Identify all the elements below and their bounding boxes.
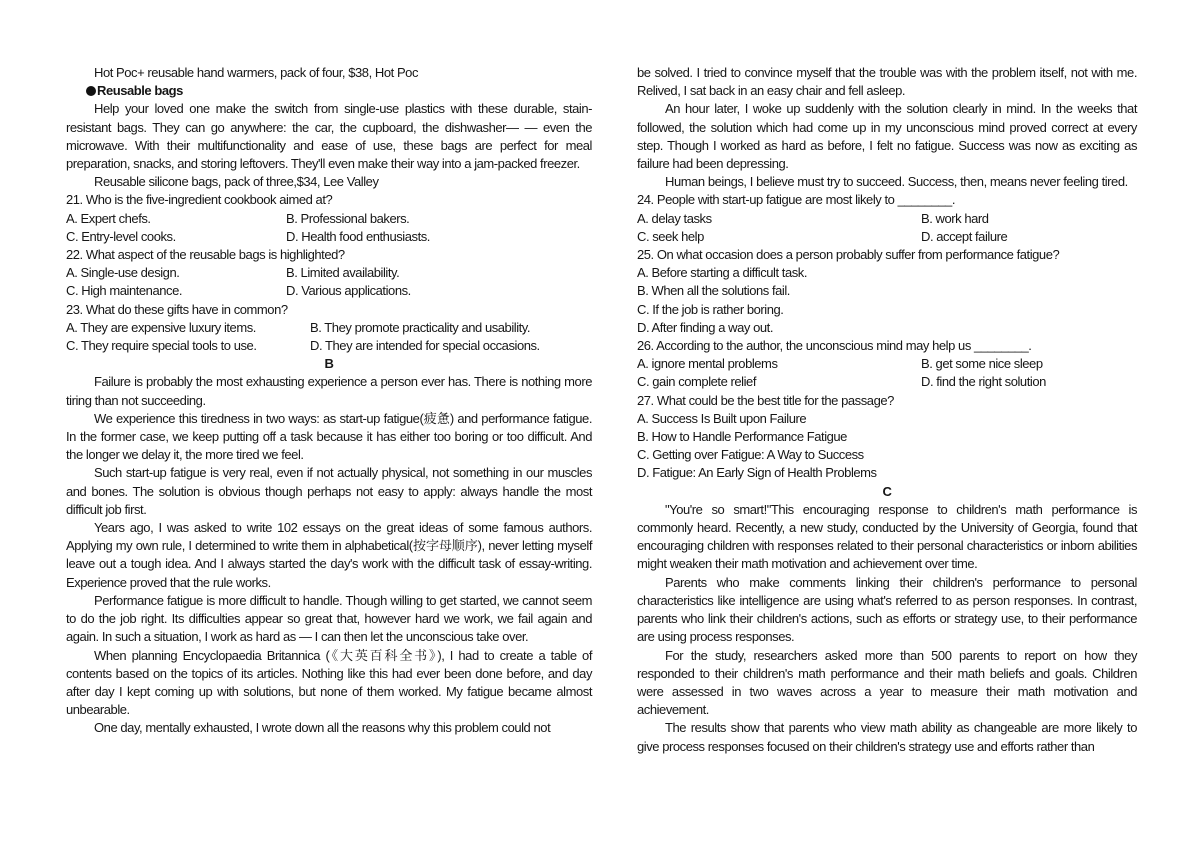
question-26: 26. According to the author, the unconscious mind may help us ________. — [637, 338, 1032, 354]
option-b: B. work hard — [921, 210, 989, 226]
option-d: D. accept failure — [921, 228, 1008, 244]
question-24-options-row-2 — [637, 228, 1137, 246]
option-b: B. get some nice sleep — [921, 356, 1043, 372]
option-a: A. ignore mental problems — [637, 356, 778, 372]
question-23: 23. What do these gifts have in common? — [66, 301, 288, 317]
question-25: 25. On what occasion does a person probably suffer from performance fatigue? — [637, 247, 1060, 263]
question-22: 22. What aspect of the reusable bags is highlighted? — [66, 247, 345, 263]
option-a: A. Before starting a difficult task. — [637, 265, 807, 281]
option-b: B. When all the solutions fail. — [637, 283, 790, 299]
passage-b-paragraph-continued: be solved. I tried to convince myself that the trouble was with the problem itself, not with me. Relived, I sat back in an easy chair and fell asleep. — [637, 65, 1137, 99]
option-d: D. Various applications. — [286, 283, 411, 299]
option-b: B. Professional bakers. — [286, 210, 410, 226]
passage-b-paragraph: Such start-up fatigue is very real, even if not actually physical, not something in our muscles and bones. The solution is obvious though perhaps not easy to apply: always handle the most difficult job first. — [66, 465, 592, 517]
section-b-heading: B — [324, 356, 334, 372]
bullet-icon — [86, 86, 96, 96]
option-c: C. gain complete relief — [637, 374, 756, 390]
question-21-options-row-1 — [66, 210, 592, 228]
passage-c-paragraph: For the study, researchers asked more than 500 parents to report on how they responded to their children's math performance and their math beliefs and goals. Children were assessed in two waves across a year to measure their math motivation and achievement. — [637, 647, 1137, 718]
option-d: D. Health food enthusiasts. — [286, 228, 430, 244]
question-26-options-row-1 — [637, 355, 1137, 373]
passage-c-paragraph: Parents who make comments linking their children's performance to personal characteristics like intelligence are using what's referred to as person responses. In contrast, parents who link their children's actions, such as efforts or strategy use, to their performance are using process responses. — [637, 574, 1137, 645]
option-b: B. They promote practicality and usability. — [310, 319, 531, 335]
option-c: C. High maintenance. — [66, 283, 183, 299]
option-d: D. After finding a way out. — [637, 319, 773, 335]
option-c: C. If the job is rather boring. — [637, 301, 784, 317]
right-column — [637, 64, 1137, 756]
section-c-heading: C — [882, 483, 892, 499]
option-c: C. Entry-level cooks. — [66, 228, 176, 244]
option-a: A. delay tasks — [637, 210, 712, 226]
passage-c-paragraph: "You're so smart!"This encouraging response to children's math performance is commonly heard. Recently, a new study, conducted by the University of Georgia, found that encouraging children with responses related to their personal characteristics or inborn abilities might weaken their math motivation and achievement over time. — [637, 501, 1137, 572]
question-26-options-row-2 — [637, 373, 1137, 391]
passage-c-paragraph: The results show that parents who view math ability as changeable are more likely to give process responses focused on their children's strategy use and efforts rather than — [637, 720, 1137, 754]
reusable-bags-price: Reusable silicone bags, pack of three,$34, Lee Valley — [94, 174, 379, 190]
question-21: 21. Who is the five-ingredient cookbook aimed at? — [66, 192, 333, 208]
option-c: C. seek help — [637, 228, 704, 244]
option-d: D. find the right solution — [921, 374, 1046, 390]
question-23-options-row-1 — [66, 319, 592, 337]
option-b: B. Limited availability. — [286, 265, 400, 281]
reusable-bags-heading: Reusable bags — [66, 82, 592, 100]
passage-b-paragraph: An hour later, I woke up suddenly with the solution clearly in mind. In the weeks that followed, the solution which had come up in my unconscious mind proved correct at every step. Though I worked as hard as before, I felt no fatigue. Success was now as exciting as failure had been depressing. — [637, 101, 1137, 172]
gift-item-line: Hot Poc+ reusable hand warmers, pack of four, $38, Hot Poc — [94, 65, 419, 80]
question-24: 24. People with start-up fatigue are most likely to ________. — [637, 192, 955, 208]
option-d: D. They are intended for special occasions. — [310, 338, 540, 354]
question-24-options-row-1 — [637, 210, 1137, 228]
question-23-options-row-2 — [66, 337, 592, 355]
option-c: C. They require special tools to use. — [66, 338, 257, 354]
question-21-options-row-2 — [66, 228, 592, 246]
left-column — [66, 64, 592, 738]
passage-b-paragraph: Years ago, I was asked to write 102 essays on the great ideas of some famous authors. Applying my own rule, I determined to write them in alphabetical(按字母顺序), never letting myself leave out a tough idea. And I always started the day's work with the difficult task of essay-writing. Experience proved that the rule works. — [66, 520, 592, 590]
question-27: 27. What could be the best title for the passage? — [637, 392, 894, 408]
passage-b-paragraph: When planning Encyclopaedia Britannica (《大英百科全书》), I had to create a table of contents based on the topics of its articles. Nothing like this had ever been done before, and day after day I kept coming up with solutions, but none of them worked. My fatigue became almost unbearable. — [66, 647, 592, 718]
question-22-options-row-1 — [66, 264, 592, 282]
reusable-bags-description: Help your loved one make the switch from single-use plastics with these durable, stain-resistant bags. They can go anywhere: the car, the cupboard, the dishwasher— — even the microwave. With their multifunctionality and ease of use, these bags are perfect for meal preparation, snacks, and storing leftovers. They'll even make their way into a jam-packed freezer. — [66, 101, 592, 172]
passage-b-paragraph: Human beings, I believe must try to succeed. Success, then, means never feeling tired. — [665, 174, 1128, 190]
passage-b-paragraph: Failure is probably the most exhausting experience a person ever has. There is nothing more tiring than not succeeding. — [66, 374, 592, 408]
passage-b-paragraph: We experience this tiredness in two ways: as start-up fatigue(疲惫) and performance fatigue. In the former case, we keep putting off a task because it has either too boring or too difficult. And the longer we delay it, the more tired we feel. — [66, 410, 592, 463]
option-a: A. Success Is Built upon Failure — [637, 410, 807, 426]
option-a: A. Expert chefs. — [66, 210, 151, 226]
passage-b-paragraph: Performance fatigue is more difficult to handle. Though willing to get started, we cannot seem to do the job right. Its difficulties appear so great that, however hard we work, we fail again and again. In such a situation, I work as hard as — I can then let the unconscious take over. — [66, 592, 592, 645]
option-b: B. How to Handle Performance Fatigue — [637, 429, 847, 445]
option-a: A. They are expensive luxury items. — [66, 319, 256, 335]
option-a: A. Single-use design. — [66, 265, 180, 281]
option-c: C. Getting over Fatigue: A Way to Success — [637, 447, 864, 463]
question-22-options-row-2 — [66, 282, 592, 300]
option-d: D. Fatigue: An Early Sign of Health Problems — [637, 465, 877, 481]
passage-b-paragraph: One day, mentally exhausted, I wrote down all the reasons why this problem could not — [94, 720, 551, 736]
